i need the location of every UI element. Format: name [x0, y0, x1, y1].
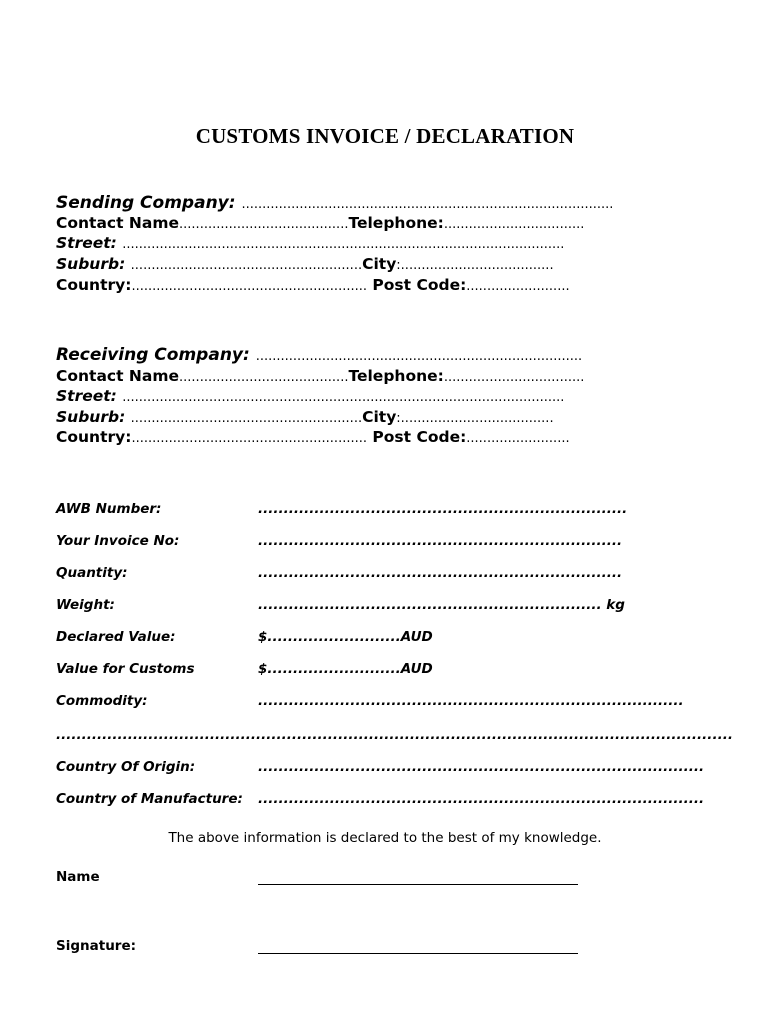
commodity-continuation-field[interactable]: .................................................................................................................................... [56, 727, 733, 743]
receiving-contact-dots[interactable]: ......................................... [179, 370, 349, 385]
receiving-country-label: Country: [56, 428, 132, 446]
signature-label: Signature: [56, 938, 137, 954]
sending-street-dots[interactable]: ........................................................................................................... [122, 237, 565, 252]
receiving-country-dots[interactable]: ......................................................... [131, 431, 367, 446]
quantity-field[interactable]: ....................................................................... [258, 565, 623, 581]
quantity-label: Quantity: [56, 565, 128, 581]
sending-company-line [56, 193, 613, 215]
receiving-telephone-label: Telephone: [348, 367, 444, 385]
sending-suburb-line [56, 254, 554, 276]
sending-street-label: Street: [56, 234, 117, 252]
receiving-company-line [56, 345, 582, 367]
receiving-city-dots[interactable]: :..................................... [396, 411, 554, 426]
sending-postcode-dots[interactable]: ......................... [466, 279, 570, 294]
invoice-number-field[interactable]: ....................................................................... [258, 533, 623, 549]
sending-contact-line [56, 213, 584, 235]
sending-country-dots[interactable]: ......................................................... [131, 279, 367, 294]
sending-contact-label: Contact Name [56, 214, 180, 232]
country-of-manufacture-field[interactable]: ....................................................................................... [258, 791, 705, 807]
receiving-city-label: City [362, 408, 397, 426]
sending-company-dots[interactable]: .......................................................................................... [241, 197, 614, 212]
sending-street-line [56, 233, 564, 255]
receiving-suburb-dots[interactable]: ........................................................ [130, 411, 363, 426]
receiving-street-line [56, 386, 564, 408]
sending-city-label: City [362, 255, 397, 273]
name-label: Name [56, 869, 100, 885]
signature-line[interactable] [258, 953, 578, 954]
sending-telephone-label: Telephone: [348, 214, 444, 232]
awb-number-field[interactable]: ........................................................................ [258, 501, 628, 517]
sending-postcode-label: Post Code: [372, 276, 467, 294]
commodity-label: Commodity: [56, 693, 148, 709]
declaration-statement: The above information is declared to the best of my knowledge. [168, 830, 602, 846]
receiving-postcode-label: Post Code: [372, 428, 467, 446]
receiving-suburb-label: Suburb: [56, 408, 126, 426]
country-of-origin-label: Country Of Origin: [56, 759, 196, 775]
invoice-number-label: Your Invoice No: [56, 533, 180, 549]
receiving-telephone-dots[interactable]: .................................. [443, 370, 585, 385]
commodity-field[interactable]: ................................................................................... [258, 693, 684, 709]
sending-contact-dots[interactable]: ......................................... [179, 217, 349, 232]
receiving-company-dots[interactable]: ............................................................................... [255, 349, 583, 364]
country-of-origin-field[interactable]: ....................................................................................... [258, 759, 705, 775]
sending-city-dots[interactable]: :..................................... [396, 258, 554, 273]
sending-suburb-label: Suburb: [56, 255, 126, 273]
declared-value-field[interactable]: $..........................AUD [258, 629, 433, 645]
sending-suburb-dots[interactable]: ........................................................ [130, 258, 363, 273]
declared-value-label: Declared Value: [56, 629, 176, 645]
sending-company-label: Sending Company: [56, 193, 236, 213]
weight-label: Weight: [56, 597, 115, 613]
name-signature-line[interactable] [258, 884, 578, 885]
sending-country-label: Country: [56, 276, 132, 294]
receiving-company-label: Receiving Company: [56, 345, 250, 365]
receiving-contact-label: Contact Name [56, 367, 180, 385]
sending-telephone-dots[interactable]: .................................. [443, 217, 585, 232]
receiving-street-dots[interactable]: ........................................................................................................... [122, 390, 565, 405]
receiving-postcode-dots[interactable]: ......................... [466, 431, 570, 446]
customs-value-label: Value for Customs [56, 661, 195, 677]
receiving-country-line [56, 427, 570, 449]
receiving-suburb-line [56, 407, 554, 429]
receiving-street-label: Street: [56, 387, 117, 405]
sending-country-line [56, 275, 570, 297]
country-of-manufacture-label: Country of Manufacture: [56, 791, 243, 807]
customs-value-field[interactable]: $..........................AUD [258, 661, 433, 677]
weight-field[interactable]: ................................................................... kg [258, 597, 625, 613]
awb-number-label: AWB Number: [56, 501, 162, 517]
document-title: CUSTOMS INVOICE / DECLARATION [195, 124, 575, 148]
receiving-contact-line [56, 366, 584, 388]
